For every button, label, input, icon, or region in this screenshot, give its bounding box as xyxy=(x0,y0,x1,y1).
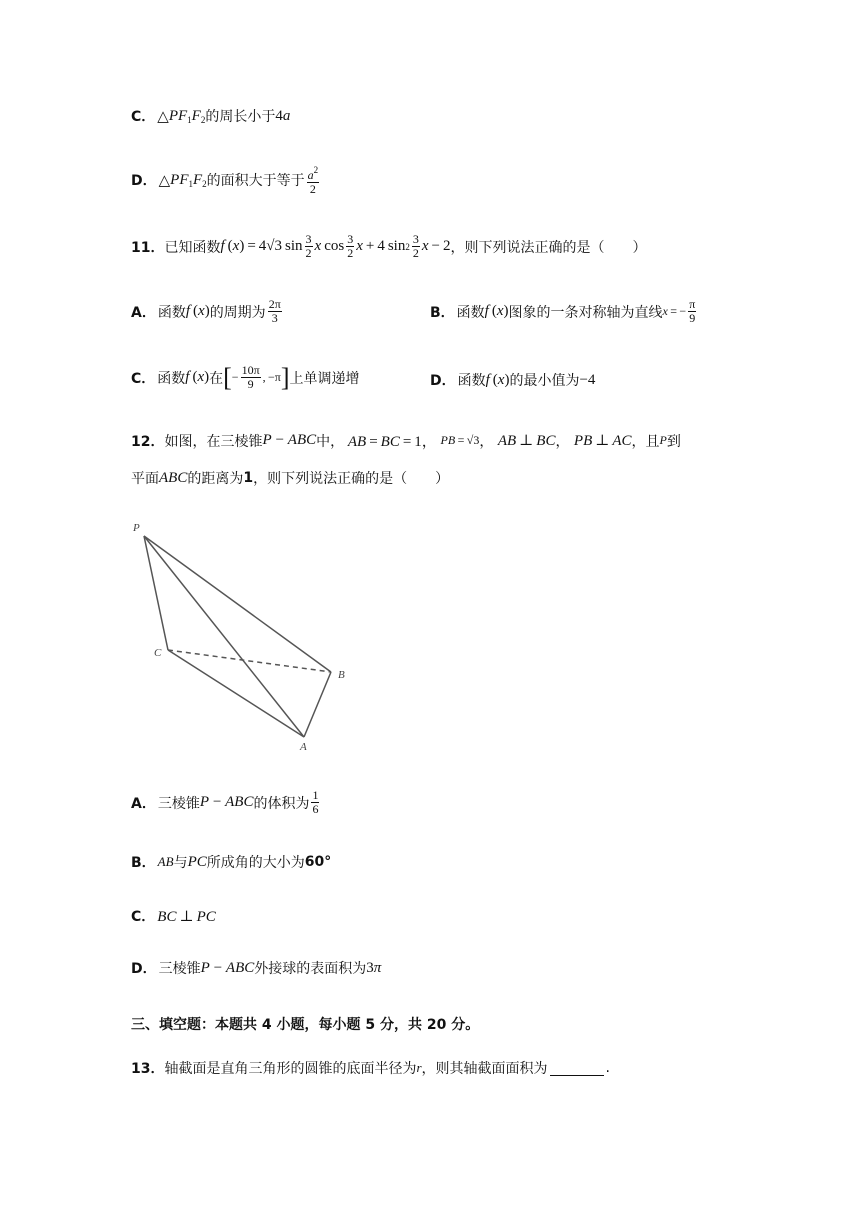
stem-text: 轴截面是直角三角形的圆锥的底面半径为 xyxy=(164,1061,417,1077)
math-function-def: f ( x ) = 4√3 sin $\frac{3}{2}$ x cos $\frac{3}{2}$ x + 4 sin 2 $\frac{3}{2}$ x − 2 xyxy=(220,232,451,260)
distance-value: 1 xyxy=(243,470,254,486)
question-number: 13． xyxy=(131,1061,165,1077)
option-label: B． xyxy=(430,304,455,321)
stem-text: 平面 xyxy=(131,471,159,487)
math-a2-over-2: $\frac{a^2}{2}$ xyxy=(307,165,319,196)
stem-text: ，则下列说法正确的是（ ） xyxy=(253,471,450,487)
q11-option-c xyxy=(131,364,360,391)
option-text: 图象的一条对称轴为直线 xyxy=(508,304,663,321)
edge-pc xyxy=(144,536,168,650)
math-interval: [ − $\frac{10\pi}{9}$ , −π ] xyxy=(223,362,290,392)
stem-text: ，且 xyxy=(631,433,660,450)
math-fx: f (x) xyxy=(185,369,210,385)
math-p: P xyxy=(659,433,667,447)
separator: ， xyxy=(479,433,498,450)
math-pb-sqrt3: PB = √3 xyxy=(440,433,480,447)
triangle-symbol: △ xyxy=(157,108,169,125)
option-text: 外接球的表面积为 xyxy=(254,961,367,977)
math-ab-perp-bc: AB ⊥ BC xyxy=(497,433,556,449)
math-2pi-over-3: $\frac{2\pi}{3}$ xyxy=(268,297,281,325)
triangle-symbol: △ xyxy=(158,172,171,189)
stem-text: 到 xyxy=(666,433,681,450)
option-text: 的周期为 xyxy=(209,304,266,321)
option-label: C． xyxy=(131,370,156,387)
q12-option-c xyxy=(131,906,216,926)
option-text: 上单调递增 xyxy=(289,370,360,387)
option-text: 与 xyxy=(173,855,188,871)
q10-option-c xyxy=(131,106,290,126)
option-text: 函数 xyxy=(457,373,486,389)
stem-text: 的距离为 xyxy=(187,471,244,487)
math-4a: 4a xyxy=(275,107,291,124)
option-label: D． xyxy=(430,373,456,389)
math-ab-bc-1: AB = BC = 1， xyxy=(347,434,441,450)
math-pc: PC xyxy=(187,853,207,870)
tetrahedron-figure xyxy=(128,515,358,760)
math-pf1f2: $PF_1F_2$ xyxy=(170,171,207,189)
math-value: −4 xyxy=(579,371,596,388)
q11-option-d xyxy=(430,370,595,390)
stem-text: 中， xyxy=(316,433,345,450)
math-pf1f2: $PF_1F_2$ xyxy=(168,107,206,125)
option-text: 的体积为 xyxy=(253,795,310,812)
option-text: 所成角的大小为 xyxy=(206,855,305,871)
q11-option-a xyxy=(131,298,284,325)
math-ab: AB xyxy=(157,854,174,869)
stem-text: 已知函数 xyxy=(164,239,221,256)
option-label: A． xyxy=(131,304,156,321)
q12-option-b xyxy=(131,852,331,872)
option-text: 三棱锥 xyxy=(158,961,201,977)
option-label: C． xyxy=(131,109,156,125)
q12-option-a xyxy=(131,789,321,816)
option-label: D． xyxy=(131,961,157,977)
option-text: 三棱锥 xyxy=(157,795,200,812)
option-text: 函数 xyxy=(157,370,186,387)
math-p-abc: P − ABC xyxy=(200,959,255,976)
separator: ， xyxy=(555,433,574,450)
q12-stem-line1 xyxy=(131,430,681,451)
math-bc-perp-pc: BC ⊥ PC xyxy=(157,908,216,925)
math-p-abc: P − ABC xyxy=(199,794,254,810)
math-1-over-6: $\frac{1}{6}$ xyxy=(312,788,319,816)
q12-stem-line2 xyxy=(131,468,449,488)
vertex-label-p: P xyxy=(133,522,140,534)
option-text: 在 xyxy=(209,370,224,387)
math-3pi: 3π xyxy=(366,959,382,976)
option-text: 函数 xyxy=(157,304,186,321)
option-text: 的最小值为 xyxy=(509,373,580,389)
q11-stem xyxy=(131,233,647,260)
vertex-label-a: A xyxy=(300,741,307,753)
option-label: A． xyxy=(131,795,156,812)
answer-blank[interactable] xyxy=(550,1061,604,1076)
option-label: D． xyxy=(131,173,157,189)
math-r: r xyxy=(416,1060,422,1075)
q12-option-d xyxy=(131,958,381,978)
option-text: 的面积大于等于 xyxy=(206,173,305,189)
stem-suffix: ，则下列说法正确的是（ ） xyxy=(450,239,647,256)
option-text: 的周长小于 xyxy=(205,109,276,125)
stem-end: . xyxy=(605,1060,610,1076)
vertex-label-b: B xyxy=(338,669,345,681)
math-pb-perp-ac: PB ⊥ AC xyxy=(573,433,632,449)
edge-pa xyxy=(144,536,304,737)
angle-value: 60° xyxy=(304,854,332,870)
q11-option-b xyxy=(430,298,698,325)
vertex-label-c: C xyxy=(154,647,162,659)
math-abc: ABC xyxy=(159,469,188,486)
edge-pb xyxy=(144,536,331,672)
question-number: 12． xyxy=(131,433,165,450)
math-fx: f (x) xyxy=(485,371,510,388)
option-label: B． xyxy=(131,855,156,871)
stem-text: 如图，在三棱锥 xyxy=(164,433,263,450)
stem-text: ，则其轴截面面积为 xyxy=(421,1061,548,1077)
q13-stem xyxy=(131,1058,610,1078)
math-p-abc: P − ABC xyxy=(262,432,317,448)
q10-option-d xyxy=(131,164,321,196)
option-label: C． xyxy=(131,909,156,925)
section-heading: 三、填空题：本题共 4 小题，每小题 5 分，共 20 分。 xyxy=(131,1017,480,1033)
math-fx: f (x) xyxy=(185,303,210,319)
math-x-eq-neg-pi-9: x = − $\frac{\pi}{9}$ xyxy=(662,297,696,325)
edge-ab xyxy=(304,672,331,737)
option-text: 函数 xyxy=(456,304,485,321)
question-number: 11． xyxy=(131,239,165,256)
math-fx: f (x) xyxy=(484,303,509,319)
edge-ca xyxy=(168,650,304,737)
